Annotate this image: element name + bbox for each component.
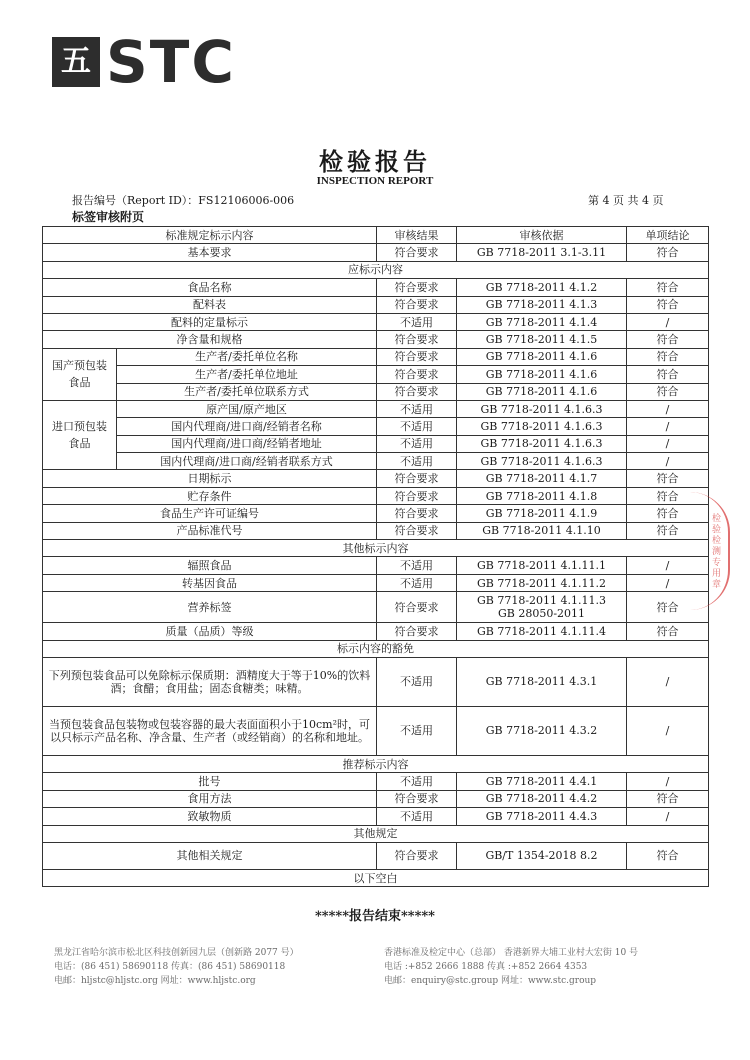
report-title: 检验报告 — [319, 147, 431, 176]
table-row — [43, 557, 709, 574]
basis-cell — [457, 574, 627, 591]
table-row — [43, 435, 709, 452]
conclusion-cell: 符合 — [627, 279, 709, 296]
result-cell: 符合要求 — [377, 505, 457, 522]
footer-right-phone: 电话 :+852 2666 1888 传真 :+852 2664 4353 — [384, 962, 588, 972]
item-cell: 产品标准代号 — [43, 522, 377, 539]
table-row — [43, 487, 709, 504]
basis-cell: GB 7718-2011 4.1.3 — [457, 296, 627, 313]
section-title: 标签审核附页 — [72, 210, 145, 224]
basis-cell: GB 7718-2011 4.1.6 — [457, 366, 627, 383]
section-row — [43, 869, 709, 886]
section-header-cell: 其他标示内容 — [43, 540, 709, 557]
item-cell: 国内代理商/进口商/经销者名称 — [117, 418, 377, 435]
conclusion-cell: / — [627, 574, 709, 591]
table-row — [43, 842, 709, 869]
item-cell: 转基因食品 — [43, 574, 377, 591]
item-cell: 生产者/委托单位名称 — [117, 348, 377, 365]
conclusion-cell: 符合 — [627, 522, 709, 539]
section-header-cell: 其他规定 — [43, 825, 709, 842]
label-review-table — [42, 226, 709, 887]
table-row — [43, 418, 709, 435]
table-row — [43, 505, 709, 522]
item-cell: 辐照食品 — [43, 557, 377, 574]
basis-cell: GB 7718-2011 3.1-3.11 — [457, 244, 627, 261]
footer-right — [384, 946, 638, 988]
conclusion-cell: 符合 — [627, 470, 709, 487]
section-header-cell: 以下空白 — [43, 869, 709, 886]
section-row — [43, 755, 709, 772]
section-row — [43, 825, 709, 842]
table-row — [43, 313, 709, 330]
table-row — [43, 574, 709, 591]
result-cell: 符合要求 — [377, 592, 457, 623]
basis-cell: GB 7718-2011 4.1.5 — [457, 331, 627, 348]
result-cell: 符合要求 — [377, 470, 457, 487]
table-row — [43, 790, 709, 807]
table-row — [43, 522, 709, 539]
basis-cell: GB 7718-2011 4.1.9 — [457, 505, 627, 522]
conclusion-cell: / — [627, 400, 709, 417]
report-id: 报告编号（Report ID）：FS12106006-006 — [72, 194, 295, 207]
stamp-text: 检验检测专用章 — [712, 514, 722, 590]
official-stamp — [682, 492, 730, 610]
result-cell: 不适用 — [377, 400, 457, 417]
item-cell: 日期标示 — [43, 470, 377, 487]
item-cell: 食用方法 — [43, 790, 377, 807]
result-cell: 符合要求 — [377, 366, 457, 383]
conclusion-cell: 符合 — [627, 487, 709, 504]
group-label: 进口预包装食品 — [43, 400, 117, 470]
result-cell: 不适用 — [377, 706, 457, 755]
conclusion-cell: 符合 — [627, 244, 709, 261]
result-cell: 不适用 — [377, 453, 457, 470]
result-cell: 符合要求 — [377, 623, 457, 640]
result-cell: 不适用 — [377, 574, 457, 591]
basis-cell: GB 7718-2011 4.4.1 — [457, 773, 627, 790]
table-row — [43, 279, 709, 296]
section-header-cell: 标示内容的豁免 — [43, 640, 709, 657]
footer-right-email: 电邮：enquiry@stc.group 网址：www.stc.group — [384, 976, 597, 986]
basis-cell: GB 7718-2011 4.1.4 — [457, 313, 627, 330]
table-row — [43, 348, 709, 365]
result-cell: 不适用 — [377, 435, 457, 452]
result-cell: 不适用 — [377, 808, 457, 825]
basis-cell: GB 7718-2011 4.1.7 — [457, 470, 627, 487]
item-cell: 贮存条件 — [43, 487, 377, 504]
result-cell: 符合要求 — [377, 790, 457, 807]
basis-cell: GB 7718-2011 4.1.6.3 — [457, 418, 627, 435]
result-cell: 符合要求 — [377, 279, 457, 296]
basis-line: GB 28050-2011 — [497, 607, 586, 621]
basis-cell: GB/T 1354-2018 8.2 — [457, 842, 627, 869]
item-cell: 致敏物质 — [43, 808, 377, 825]
footer-left — [54, 946, 299, 988]
table-row — [43, 470, 709, 487]
result-cell: 符合要求 — [377, 296, 457, 313]
section-header-cell: 应标示内容 — [43, 261, 709, 278]
conclusion-cell: / — [627, 313, 709, 330]
basis-cell: GB 7718-2011 4.1.6.3 — [457, 400, 627, 417]
basis-cell — [457, 623, 627, 640]
item-cell: 其他相关规定 — [43, 842, 377, 869]
result-cell: 不适用 — [377, 657, 457, 706]
conclusion-cell: / — [627, 657, 709, 706]
item-cell: 当预包装食品包装物或包装容器的最大表面面积小于10cm²时，可以只标示产品名称、净含量、生产者（或经销商）的名称和地址。 — [43, 706, 377, 755]
section-row — [43, 540, 709, 557]
header-cell: 单项结论 — [627, 227, 709, 244]
result-cell: 符合要求 — [377, 348, 457, 365]
logo-mark-glyph: 五 — [61, 44, 91, 79]
header-cell: 审核结果 — [377, 227, 457, 244]
conclusion-cell: 符合 — [627, 505, 709, 522]
basis-cell: GB 7718-2011 4.3.1 — [457, 657, 627, 706]
conclusion-cell: / — [627, 418, 709, 435]
basis-cell — [457, 592, 627, 623]
table-row — [43, 453, 709, 470]
group-label: 国产预包装食品 — [43, 348, 117, 400]
item-cell: 生产者/委托单位联系方式 — [117, 383, 377, 400]
conclusion-cell: 符合 — [627, 331, 709, 348]
item-cell: 配料表 — [43, 296, 377, 313]
basis-cell: GB 7718-2011 4.1.6 — [457, 348, 627, 365]
section-row — [43, 640, 709, 657]
result-cell: 不适用 — [377, 418, 457, 435]
result-cell: 符合要求 — [377, 244, 457, 261]
footer-right-address: 香港标准及检定中心（总部） 香港新界大埔工业村大宏街 10 号 — [384, 948, 639, 958]
basis-cell: GB 7718-2011 4.3.2 — [457, 706, 627, 755]
result-cell: 符合要求 — [377, 383, 457, 400]
item-cell: 食品生产许可证编号 — [43, 505, 377, 522]
item-cell: 基本要求 — [43, 244, 377, 261]
basis-line: GB 7718-2011 4.1.11.4 — [476, 624, 607, 638]
conclusion-cell: 符合 — [627, 348, 709, 365]
conclusion-cell: 符合 — [627, 296, 709, 313]
logo-text: STC — [106, 28, 236, 96]
item-cell: 国内代理商/进口商/经销者联系方式 — [117, 453, 377, 470]
conclusion-cell: / — [627, 435, 709, 452]
table-row — [43, 366, 709, 383]
result-cell: 符合要求 — [377, 487, 457, 504]
table-row — [43, 623, 709, 640]
item-cell: 营养标签 — [43, 592, 377, 623]
stc-logo — [52, 28, 236, 96]
conclusion-cell: / — [627, 706, 709, 755]
item-cell: 配料的定量标示 — [43, 313, 377, 330]
result-cell: 符合要求 — [377, 331, 457, 348]
table-row — [43, 383, 709, 400]
table-row — [43, 296, 709, 313]
basis-cell: GB 7718-2011 4.1.10 — [457, 522, 627, 539]
basis-line: GB 7718-2011 4.1.11.1 — [476, 559, 607, 573]
conclusion-cell: / — [627, 773, 709, 790]
logo-mark — [52, 37, 100, 87]
conclusion-cell: 符合 — [627, 842, 709, 869]
table-row — [43, 592, 709, 623]
basis-cell: GB 7718-2011 4.1.8 — [457, 487, 627, 504]
conclusion-cell: / — [627, 453, 709, 470]
section-header-cell: 推荐标示内容 — [43, 755, 709, 772]
basis-cell: GB 7718-2011 4.1.6.3 — [457, 435, 627, 452]
header-row — [43, 227, 709, 244]
item-cell: 生产者/委托单位地址 — [117, 366, 377, 383]
report-end: *****报告结束***** — [315, 909, 435, 924]
conclusion-cell: 符合 — [627, 366, 709, 383]
conclusion-cell: 符合 — [627, 592, 709, 623]
item-cell: 质量（品质）等级 — [43, 623, 377, 640]
basis-cell: GB 7718-2011 4.1.6 — [457, 383, 627, 400]
footer-left-address: 黑龙江省哈尔滨市松北区科技创新园九层（创新路 2077 号） — [54, 948, 299, 958]
header-cell: 标准规定标示内容 — [43, 227, 377, 244]
table-row — [43, 400, 709, 417]
basis-line: GB 7718-2011 4.1.11.3 — [476, 594, 607, 608]
basis-cell: GB 7718-2011 4.1.2 — [457, 279, 627, 296]
result-cell: 不适用 — [377, 557, 457, 574]
result-cell: 符合要求 — [377, 522, 457, 539]
basis-cell: GB 7718-2011 4.4.2 — [457, 790, 627, 807]
conclusion-cell: / — [627, 557, 709, 574]
item-cell: 下列预包装食品可以免除标示保质期：酒精度大于等于10%的饮料酒；食醋；食用盐；固态食糖类；味精。 — [43, 657, 377, 706]
table-row — [43, 331, 709, 348]
item-cell: 国内代理商/进口商/经销者地址 — [117, 435, 377, 452]
section-row — [43, 261, 709, 278]
conclusion-cell: 符合 — [627, 623, 709, 640]
table-row — [43, 773, 709, 790]
footer-left-phone: 电话：(86 451) 58690118 传真：(86 451) 58690118 — [54, 962, 286, 972]
footer-left-email: 电邮：hljstc@hljstc.org 网址：www.hljstc.org — [54, 976, 256, 986]
item-cell: 原产国/原产地区 — [117, 400, 377, 417]
result-cell: 符合要求 — [377, 842, 457, 869]
table-row — [43, 657, 709, 706]
item-cell: 食品名称 — [43, 279, 377, 296]
table-row — [43, 706, 709, 755]
result-cell: 不适用 — [377, 313, 457, 330]
conclusion-cell: / — [627, 808, 709, 825]
result-cell: 不适用 — [377, 773, 457, 790]
basis-line: GB 7718-2011 4.1.11.2 — [476, 576, 607, 590]
page-number: 第 4 页 共 4 页 — [588, 194, 664, 207]
conclusion-cell: 符合 — [627, 790, 709, 807]
table-row — [43, 244, 709, 261]
item-cell: 净含量和规格 — [43, 331, 377, 348]
header-cell: 审核依据 — [457, 227, 627, 244]
report-subtitle: INSPECTION REPORT — [316, 175, 434, 187]
basis-cell: GB 7718-2011 4.1.6.3 — [457, 453, 627, 470]
item-cell: 批号 — [43, 773, 377, 790]
basis-cell: GB 7718-2011 4.4.3 — [457, 808, 627, 825]
conclusion-cell: 符合 — [627, 383, 709, 400]
table-row — [43, 808, 709, 825]
basis-cell — [457, 557, 627, 574]
